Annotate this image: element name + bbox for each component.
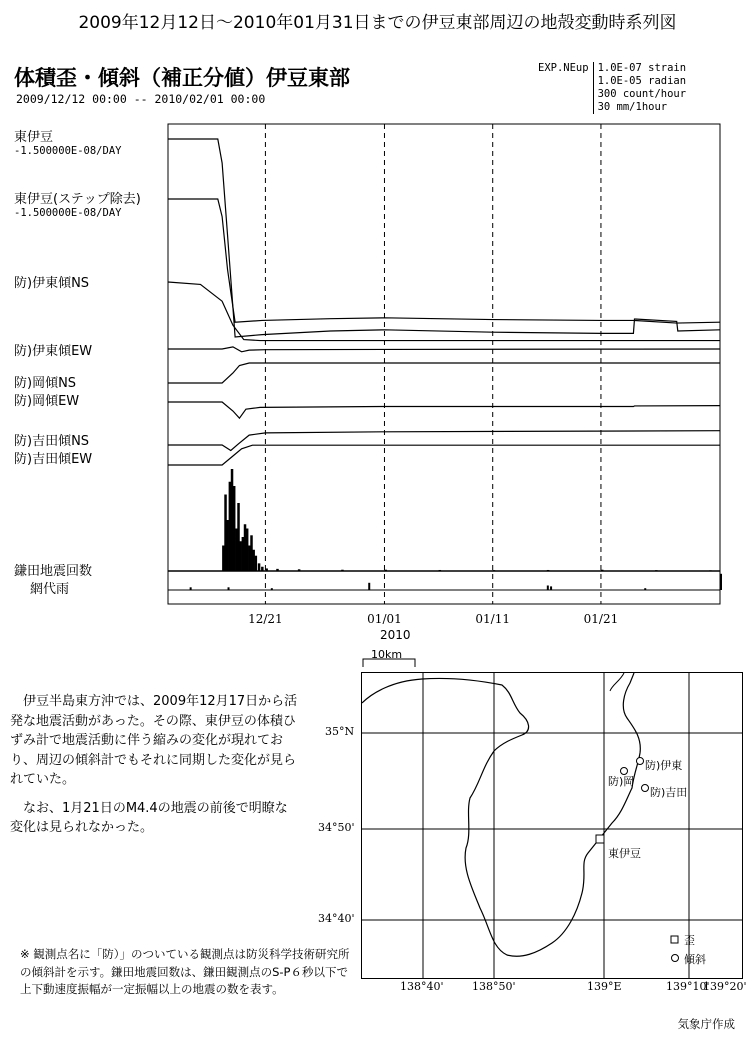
lon-label: 138°50' (472, 980, 516, 993)
lat-label: 35°N (325, 725, 355, 738)
coastline (362, 673, 640, 956)
chart-period: 2009/12/12 00:00 -- 2010/02/01 00:00 (16, 92, 266, 106)
legend-label: 歪 (684, 934, 695, 947)
quake-count-bar (222, 546, 225, 572)
station-label: 防)岡 (608, 775, 635, 788)
quake-count-bar (239, 541, 242, 571)
quake-count-bar (244, 524, 247, 571)
rain-bar (547, 586, 549, 591)
footnote: ※ 観測点名に「防）」のついている観測点は防災科学技術研究所の傾斜計を示す。鎌田地震回数は、鎌田観測点のS-P６秒以下で上下動速度振幅が一定振幅以上の地震の数を表す。 (20, 947, 350, 996)
series-line (168, 139, 720, 337)
quake-count-bar (231, 469, 234, 571)
description-paragraph: なお、1月21日のM4.4の地震の前後で明瞭な変化は見られなかった。 (10, 800, 288, 835)
series-line (168, 199, 720, 323)
lat-label: 34°50' (318, 821, 355, 834)
station-label: 防)吉田 (650, 786, 688, 799)
quake-count-bar (237, 503, 240, 571)
scale-item: 1.0E-07 strain (597, 62, 687, 74)
x-year-label: 2010 (380, 628, 411, 642)
quake-count-bar (246, 529, 249, 572)
series-line (168, 445, 720, 465)
quake-count-bar (226, 520, 229, 571)
station-higashiizu-marker (596, 835, 604, 843)
lat-label: 34°40' (318, 912, 355, 925)
plot-frame (168, 124, 720, 604)
station-ito-marker (637, 758, 644, 765)
station-yoshida-marker (642, 785, 649, 792)
channel-label: 防)吉田傾NS (14, 434, 90, 449)
channel-rate: -1.500000E-08/DAY (14, 207, 122, 219)
legend-square-icon (671, 936, 678, 943)
chart-title: 体積歪・傾斜（補正分値）伊豆東部 (14, 65, 350, 90)
scale-item: 300 count/hour (597, 88, 687, 100)
rain-bar (368, 583, 370, 590)
quake-count-bar (224, 495, 227, 572)
legend-circle-icon (672, 955, 679, 962)
channel-label: 防)伊東傾EW (14, 344, 93, 359)
x-tick-label: 01/11 (475, 612, 511, 626)
channel-label: 鎌田地震回数 (14, 564, 93, 579)
lon-label: 139°20' (703, 980, 747, 993)
credit: 気象庁作成 (677, 1017, 735, 1031)
station-map (361, 672, 743, 979)
lon-label: 139°E (587, 980, 622, 993)
scale-item: 1.0E-05 radian (597, 75, 687, 87)
map-scale-bar (355, 645, 475, 673)
channel-label: 網代雨 (30, 582, 70, 597)
channel-rate: -1.500000E-08/DAY (14, 145, 122, 157)
quake-count-bar (242, 537, 245, 571)
x-tick-label: 01/21 (583, 612, 619, 626)
quake-count-bar (233, 486, 236, 571)
station-label: 東伊豆 (608, 847, 641, 860)
description-paragraph: 伊豆半島東方沖では、2009年12月17日から活発な地震活動があった。その際、東伊豆の体積ひずみ計で地震活動に伴う縮みの変化が現れており、周辺の傾斜計でもそれに同期した変化が見られていた。 (10, 694, 298, 787)
channel-label: 防)伊東傾NS (14, 276, 90, 291)
lon-label: 138°40' (400, 980, 444, 993)
quake-count-bar (248, 546, 251, 572)
scale-key: EXP.NEup (538, 62, 589, 74)
map-scale-label: 10km (371, 648, 403, 661)
channel-label: 東伊豆 (14, 130, 54, 145)
quake-count-bar (258, 563, 261, 571)
figure-title: 2009年12月12日～2010年01月31日までの伊豆東部周辺の地殻変動時系列図 (78, 13, 677, 33)
quake-count-bar (229, 482, 232, 571)
quake-count-bar (255, 556, 258, 571)
scale-item: 30 mm/1hour (597, 101, 668, 113)
series-line (168, 402, 720, 418)
legend-label: 傾斜 (684, 953, 706, 966)
station-label: 防)伊東 (645, 759, 683, 772)
channel-label: 東伊豆(ステップ除去) (14, 192, 141, 207)
series-line (168, 431, 720, 451)
channel-label: 防)岡傾EW (14, 394, 80, 409)
quake-count-bar (235, 529, 238, 572)
quake-count-bar (250, 535, 253, 571)
series-line (168, 363, 720, 383)
x-tick-label: 01/01 (367, 612, 402, 626)
lon-label: 139°10' (666, 980, 710, 993)
x-tick-label: 12/21 (248, 612, 283, 626)
series-line (168, 282, 720, 341)
rain-bar (550, 586, 552, 590)
series-line (168, 347, 720, 352)
description (10, 692, 300, 847)
channel-label: 防)岡傾NS (14, 376, 77, 391)
rain-bar (720, 574, 722, 590)
quake-count-bar (252, 550, 255, 571)
channel-label: 防)吉田傾EW (14, 452, 93, 467)
